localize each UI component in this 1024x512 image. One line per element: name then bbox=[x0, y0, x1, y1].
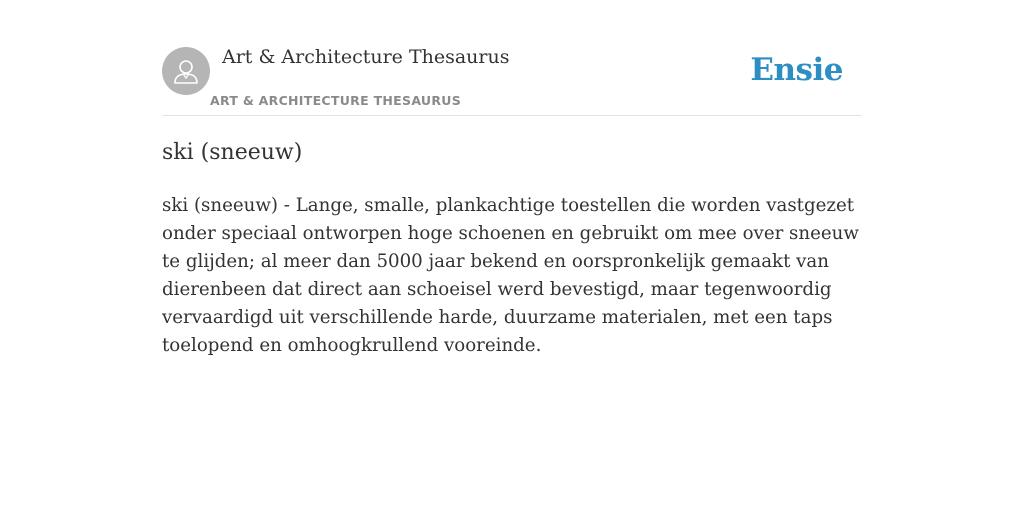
source-label[interactable]: ART & ARCHITECTURE THESAURUS bbox=[210, 93, 462, 108]
header bbox=[162, 46, 862, 116]
brand-logo[interactable]: Ensie bbox=[750, 52, 843, 88]
header-divider bbox=[162, 115, 862, 116]
author-name[interactable]: Art & Architecture Thesaurus bbox=[222, 46, 510, 68]
entry-body: ski (sneeuw) - Lange, smalle, plankachtige toestellen die worden vastgezet onder speciaal ontworpen hoge schoenen en gebruikt om mee over sneeuw te glijden; al meer dan 5000 jaar bekend en oorspronkelijk gemaakt van dierenbeen dat direct aan schoeisel werd bevestigd, maar tegenwoordig vervaardigd uit verschillende harde, duurzame materialen, met een taps toelopend en omhoogkrullend vooreinde. bbox=[162, 195, 859, 356]
user-icon bbox=[171, 56, 201, 86]
entry-title: ski (sneeuw) bbox=[162, 140, 303, 165]
avatar[interactable] bbox=[162, 47, 210, 95]
